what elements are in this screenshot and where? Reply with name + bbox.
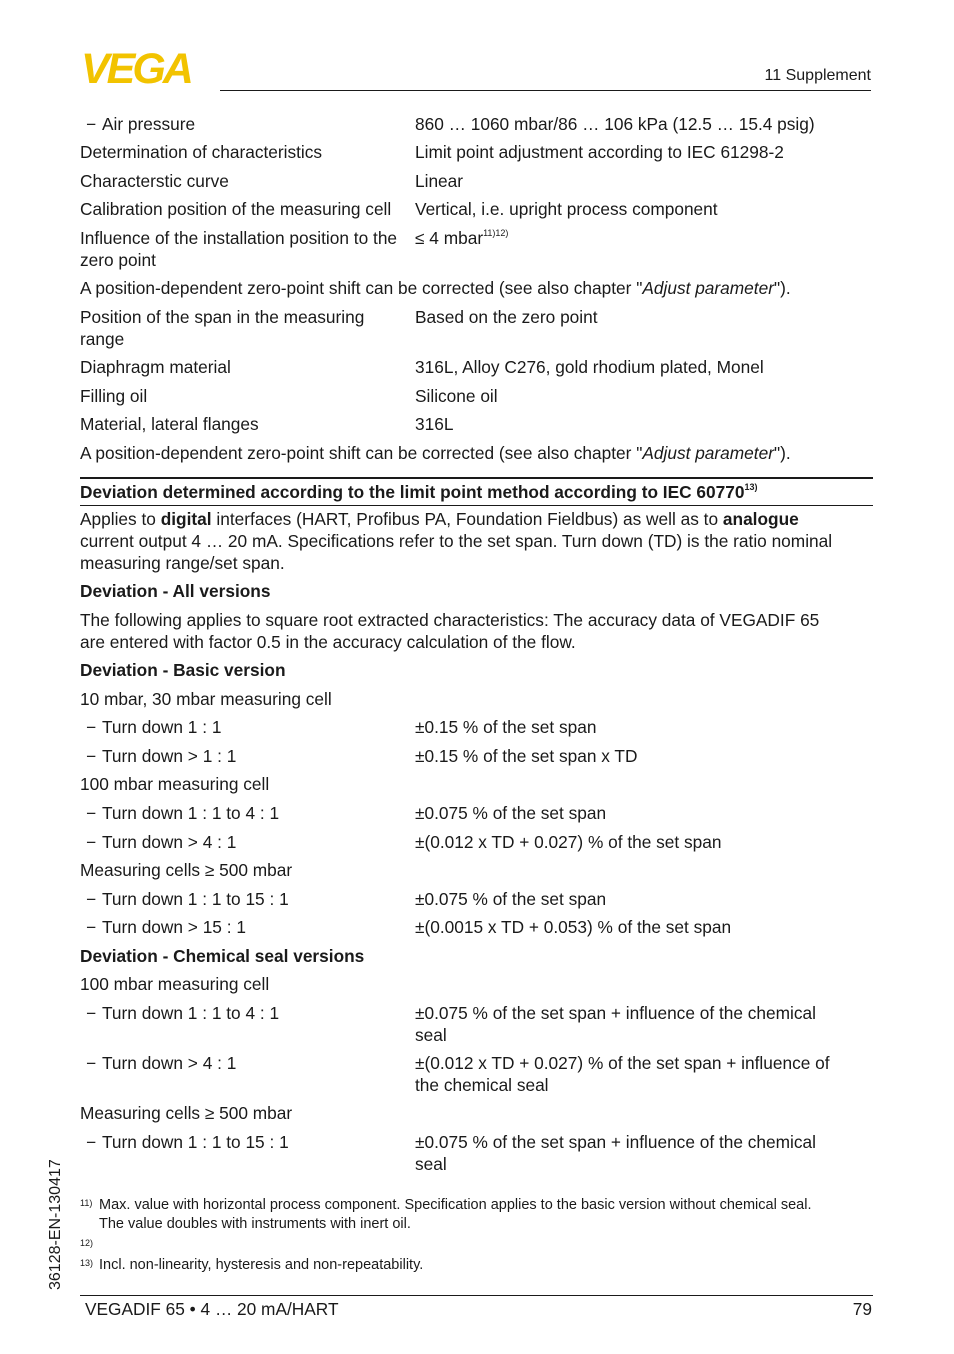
spec-value: Silicone oil	[415, 386, 498, 406]
spec-label: Calibration position of the measuring cell	[80, 199, 392, 219]
section-rule-top	[80, 477, 873, 479]
spec-value: Limit point adjustment according to IEC 61298-2	[415, 142, 784, 162]
spec-label: Influence of the installation position to the zero point	[80, 228, 398, 270]
page-number: 79	[852, 1299, 872, 1319]
vega-logo	[81, 50, 213, 86]
spec-label: Position of the span in the measuring range	[80, 307, 365, 349]
spec-value: ≤ 4 mbar$^{11)12)}$	[415, 228, 509, 248]
document-code: 36128-EN-130417	[47, 1159, 64, 1290]
spec-label: Diaphragm material	[80, 357, 231, 377]
logo-text: VEGA	[81, 50, 191, 86]
section-label: 11 Supplement	[764, 67, 871, 84]
footer-rule	[80, 1295, 873, 1296]
spec-value: 860 … 1060 mbar/86 … 106 kPa (12.5 … 15.4 psig)	[415, 114, 815, 134]
footer-product: VEGADIF 65 • 4 … 20 mA/HART	[85, 1299, 339, 1319]
spec-label: Material, lateral flanges	[80, 414, 259, 434]
spec-label: − Air pressure	[86, 114, 196, 134]
spec-value: 316L	[415, 414, 454, 434]
footnote-ref: 11)12)	[483, 228, 509, 239]
spec-value: Vertical, i.e. upright process component	[415, 199, 718, 219]
spec-value: Linear	[415, 171, 464, 191]
spec-label: Characterstic curve	[80, 171, 229, 191]
header-rule	[220, 90, 871, 91]
spec-value: 316L, Alloy C276, gold rhodium plated, Monel	[415, 357, 764, 377]
footnote-ref: 13)	[744, 482, 758, 493]
spec-label: Determination of characteristics	[80, 142, 323, 162]
spec-value: Based on the zero point	[415, 307, 598, 327]
section-rule-bottom	[80, 505, 873, 506]
spec-label: Filling oil	[80, 386, 148, 406]
